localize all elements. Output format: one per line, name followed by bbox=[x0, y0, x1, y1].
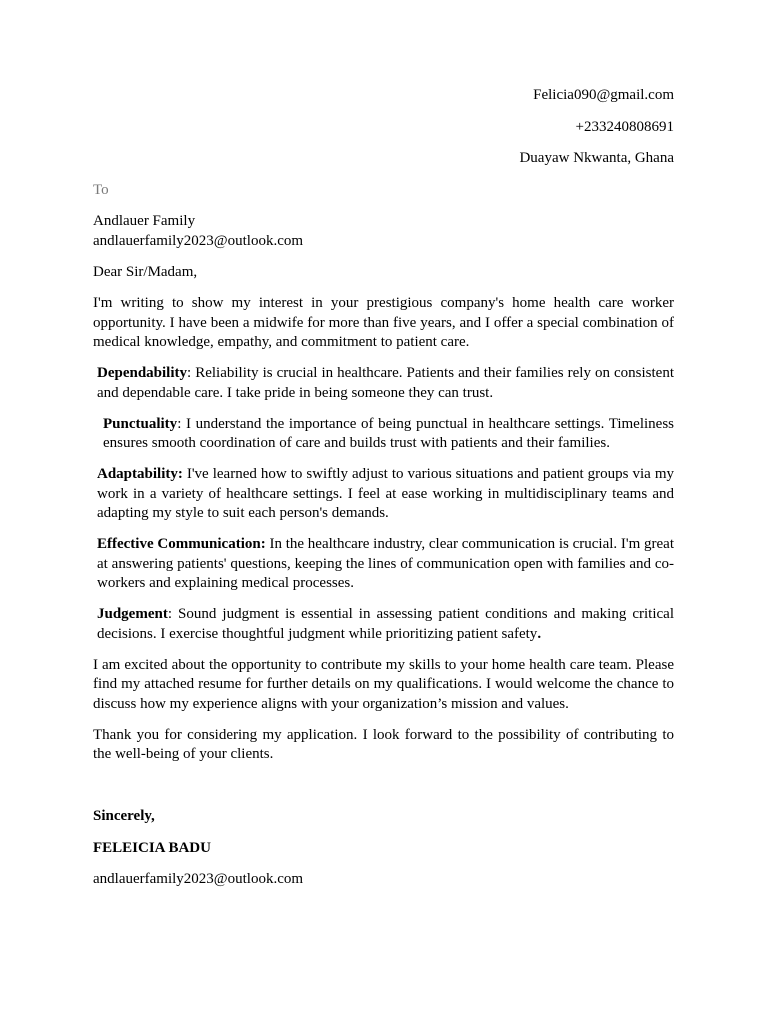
quality-judgement bbox=[93, 605, 674, 644]
intro-paragraph: I'm writing to show my interest in your prestigious company's home health care worker opportunity. I have been a midwife for more than five years, and I offer a special combination of medical knowledge, empathy, and commitment to patient care. bbox=[93, 295, 674, 350]
salutation: Dear Sir/Madam, bbox=[93, 264, 198, 280]
quality-text: In the healthcare industry, clear communication is crucial. I'm great at answering patients' questions, keeping the lines of communication open with families and co-workers and explaining medical processes. bbox=[97, 536, 674, 591]
to-label: To bbox=[93, 181, 109, 198]
quality-text: Reliability is crucial in healthcare. Patients and their families rely on consistent and dependable care. I take pride in being someone they can trust. bbox=[97, 365, 674, 401]
closing-paragraph: I am excited about the opportunity to contribute my skills to your home health care team. Please find my attached resume for further details on my qualifications. I would welcome the chance to discuss how my experience aligns with your organization’s mission and values. bbox=[93, 656, 674, 712]
signer-email: andlauerfamily2023@outlook.com bbox=[93, 871, 304, 887]
quality-effective-communication bbox=[93, 535, 674, 594]
quality-text: I understand the importance of being punctual in healthcare settings. Timeliness ensures smooth coordination of care and builds trust with patients and their families. bbox=[103, 415, 674, 451]
thank-you-paragraph: Thank you for considering my application. I look forward to the possibility of contributing to the well-being of your clients. bbox=[93, 726, 674, 762]
sender-contact-block bbox=[93, 86, 674, 169]
signoff: Sincerely, bbox=[93, 808, 155, 824]
sender-location: Duayaw Nkwanta, Ghana bbox=[519, 150, 674, 166]
quality-separator: : bbox=[167, 606, 173, 622]
quality-title: Effective Communication: bbox=[97, 536, 266, 552]
quality-text: I've learned how to swiftly adjust to various situations and patient groups via my work in a variety of healthcare settings. I feel at ease working in multidisciplinary teams and adapting my style to suit each person's demands. bbox=[97, 466, 674, 521]
quality-text: Sound judgment is essential in assessing patient conditions and making critical decisions. I exercise thoughtful judgment while prioritizing patient safety bbox=[97, 606, 674, 642]
signature-spacer bbox=[93, 776, 674, 807]
sender-email: Felicia090@gmail.com bbox=[533, 87, 674, 103]
quality-separator: : bbox=[187, 365, 192, 381]
quality-separator: : bbox=[177, 415, 182, 432]
sender-phone: +233240808691 bbox=[575, 118, 674, 135]
signer-name: FELEICIA BADU bbox=[93, 839, 211, 856]
quality-end-mark: . bbox=[537, 625, 542, 642]
recipient-block bbox=[93, 212, 674, 251]
recipient-name: Andlauer Family bbox=[93, 213, 196, 229]
recipient-email: andlauerfamily2023@outlook.com bbox=[93, 232, 304, 249]
quality-title: Judgement bbox=[97, 606, 168, 622]
quality-title: Adaptability: bbox=[97, 466, 183, 482]
quality-title: Dependability bbox=[97, 365, 188, 381]
quality-dependability bbox=[93, 364, 674, 403]
quality-title: Punctuality bbox=[103, 415, 178, 432]
quality-adaptability bbox=[93, 465, 674, 524]
quality-punctuality bbox=[93, 415, 674, 454]
